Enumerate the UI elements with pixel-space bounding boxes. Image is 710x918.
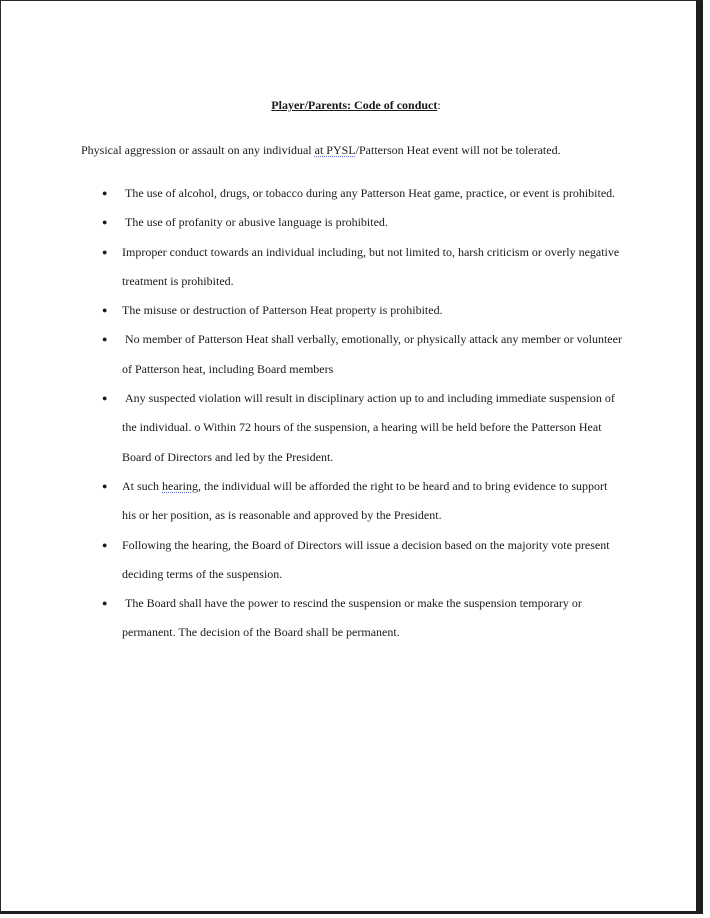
rule-text: The Board shall have the power to rescind the suspension or make the suspension temporary or permanent. The decision of the Board shall be permanent.	[122, 596, 582, 640]
list-item	[1, 208, 622, 237]
rules-list	[1, 179, 710, 648]
rule-text-start: At such	[122, 478, 162, 493]
rule-text: Improper conduct towards an individual including, but not limited to, harsh criticism or overly negative treatment is prohibited.	[122, 244, 620, 288]
list-item	[1, 472, 622, 531]
rule-text-end: , the individual will be afforded the right to be heard and to bring evidence to support his or her position, as is reasonable and approved by the President.	[122, 478, 608, 523]
bullet-icon: ●	[102, 539, 108, 550]
intro-paragraph	[81, 143, 681, 158]
bullet-icon: ●	[102, 334, 108, 345]
bullet-icon: ●	[102, 188, 108, 198]
bullet-icon: ●	[102, 598, 108, 609]
rule-marked-text: hearing	[162, 478, 198, 493]
intro-text-start: Physical aggression or assault on any individual	[81, 143, 315, 157]
bullet-icon: ●	[102, 217, 108, 228]
list-item	[1, 384, 622, 472]
bullet-icon: ●	[102, 246, 108, 257]
title-colon: :	[437, 98, 441, 112]
intro-text-end: /Patterson Heat event will not be tolerated.	[355, 143, 561, 157]
list-item	[1, 531, 622, 590]
page-title	[1, 98, 710, 113]
rule-text: The use of profanity or abusive language is prohibited.	[122, 215, 388, 230]
rule-text: No member of Patterson Heat shall verbally, emotionally, or physically attack any member or volunteer of Patterson heat, including Board members	[122, 332, 622, 376]
bullet-icon: ●	[102, 393, 108, 404]
rule-text: The misuse or destruction of Patterson Heat property is prohibited.	[122, 303, 443, 318]
list-item	[1, 325, 622, 384]
rule-text: Following the hearing, the Board of Directors will issue a decision based on the majority vote present deciding terms of the suspension.	[122, 537, 610, 581]
list-item	[1, 589, 622, 648]
bullet-icon: ●	[102, 305, 108, 316]
rule-text: The use of alcohol, drugs, or tobacco during any Patterson Heat game, practice, or event is prohibited.	[122, 186, 616, 200]
list-item	[1, 296, 622, 325]
list-item	[1, 179, 622, 208]
rule-text: Any suspected violation will result in disciplinary action up to and including immediate suspension of the individual. o Within 72 hours of the suspension, a hearing will be held before the Patterson Heat Board of Directors and led by the President.	[122, 391, 615, 464]
intro-marked-text: at PYSL	[314, 143, 356, 157]
bullet-icon: ●	[102, 480, 108, 491]
title-text: Player/Parents: Code of conduct	[271, 98, 438, 112]
list-item	[1, 238, 622, 297]
